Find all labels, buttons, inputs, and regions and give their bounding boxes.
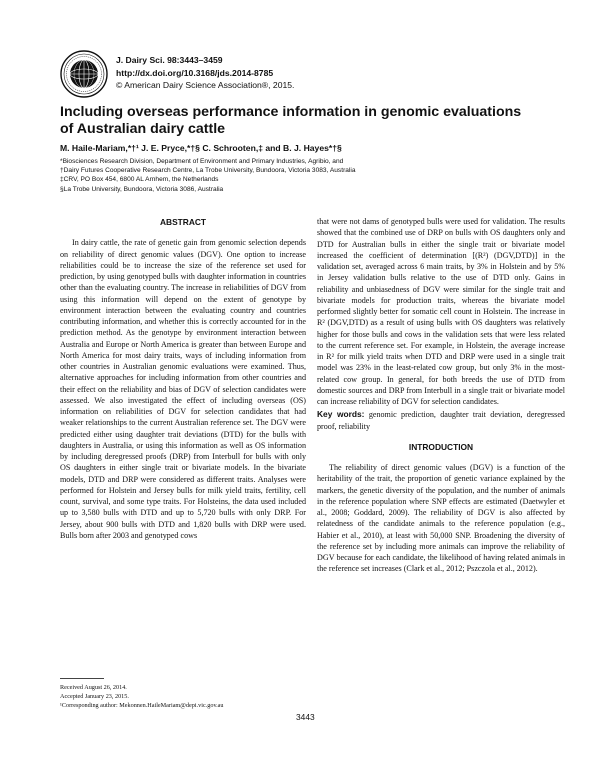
introduction-text: The reliability of direct genomic values (DGV) is a function of the heritability of the trait, the proportion of genetic variance explained by the markers, the genetic diversity of the population, and the number of animals in the reference population where SNP effects are estimated (Daetwyler et al., 2008; Goddard, 2009). The reliability of DGV is also affected by relatedness of the candidate animals to the reference population (e.g., Habier et al., 2010), at least with 50,000 SNP. Broadening the diversity of the reference set by including more animals can improve the reliability of DGV because for each candidate, the likelihood of having related animals in the reference set increases (Clark et al., 2012; Pszczola et al., 2012). <box>317 463 565 574</box>
author-list: M. Haile-Mariam,*†¹ J. E. Pryce,*†§ C. Schrooten,‡ and B. J. Hayes*†§ <box>60 143 342 153</box>
abstract-column <box>60 217 306 541</box>
page-number: 3443 <box>296 712 315 722</box>
affiliation: †Dairy Futures Cooperative Research Centre, La Trobe University, Bundoora, Victoria 3083, Australia <box>60 167 356 175</box>
affiliations <box>60 157 356 194</box>
received-date: Received August 26, 2014. <box>60 684 127 691</box>
corresponding-author: ¹Corresponding author: Mekonnen.HaileMariam@depi.vic.gov.au <box>60 702 224 710</box>
journal-citation: J. Dairy Sci. 98:3443–3459 <box>116 55 223 65</box>
keywords-text: genomic prediction, daughter trait deviation, deregressed proof, reliability <box>317 410 565 431</box>
keywords <box>317 409 565 432</box>
abstract-text: In dairy cattle, the rate of genetic gain from genomic selection depends on reliability of direct genomic values (DGV). One option to increase reliabilities could be to increase the size of the reference set used for prediction, by using genotyped bulls with daughter information in countries other than the evaluating country. The increase in reliabilities of DGV from using this information will depend on the extent of genotype by environment interaction between the evaluating country and countries contributing information, and whether this is correctly accounted for in the prediction method. As the genotype by environment interaction between Australia and Europe or North America is greater than between Europe and North America for most dairy traits, ways of including information from other countries in Australian genomic evaluations were examined. Thus, alternative approaches for including information from other countries and their effect on the reliability and bias of DGV of selection candidates were assessed. We also investigated the effect of including overseas (OS) information on reliabilities of DGV for selection candidates that had weaker relationships to the current Australian reference set. The DGV were predicted either using daughter trait deviations (DTD) for the bulls with daughters in Australia, or using this information as well as OS information by including deregressed proofs (DRP) from Interbull for bulls with only OS daughters in either single trait or bivariate models. In the bivariate models, DTD and DRP were considered as different traits. Analyses were performed for Holstein and Jersey bulls for milk yield traits, fertility, cell count, survival, and some type traits. For Holsteins, the data used included up to 3,580 bulls with DTD and up to 5,720 bulls with only DRP. For Jersey, about 900 bulls with DTD and 1,820 bulls with DRP were used. Bulls born after 2003 and genotyped cows <box>60 238 306 540</box>
affiliation: ‡CRV, PO Box 454, 6800 AL Arnhem, the Netherlands <box>60 176 219 184</box>
affiliation: *Biosciences Research Division, Department of Environment and Primary Industries, Agribio, and <box>60 158 344 165</box>
association-seal-icon <box>60 50 108 98</box>
right-column <box>317 216 565 575</box>
article-title: Including overseas performance information in genomic evaluations of Australian dairy cattle <box>60 104 522 137</box>
journal-header <box>60 48 560 100</box>
introduction-heading: INTRODUCTION <box>408 441 474 452</box>
doi-link[interactable]: http://dx.doi.org/10.3168/jds.2014-8785 <box>116 67 274 78</box>
abstract-heading: ABSTRACT <box>159 217 207 227</box>
abstract-continuation: that were not dams of genotyped bulls were used for validation. The results showed that the combined use of DRP on bulls with OS daughters only and DTD for Australian bulls in either the single trait or bivariate model increased the coefficient of determination [(R²) (DGV,DTD)] in the validation set, averaged across 6 main traits, by 3% in Holstein and by 5% in Jersey validation bulls relative to the use of DTD only. Gains in reliability and unbiasedness of DGV were similar for the single trait and bivariate models for production traits, whereas the bivariate model performed slightly better for somatic cell count in Holstein. The increase in R² (DGV,DTD) as a result of using bulls with OS daughters was relatively higher for those bulls and cows in the validation sets that were less related to the current reference set. For example, in Holstein, the average increase in R² for milk yield traits when DTD and DRP were used in a single trait model was 23% in the least-related cow group, but only 3% in the most-related cow group. In general, for both breeds the use of DTD from domestic sources and DRP from Interbull in a single trait or bivariate model can increase reliability of DGV for selection candidates. <box>317 217 565 406</box>
keywords-label: Key words: <box>317 409 365 420</box>
accepted-date: Accepted January 23, 2015. <box>60 693 129 701</box>
copyright-notice: © American Dairy Science Association®, 2015. <box>116 80 295 91</box>
footnote-divider <box>60 678 104 679</box>
affiliation: §La Trobe University, Bundoora, Victoria 3086, Australia <box>60 185 224 193</box>
journal-info <box>116 54 294 92</box>
footnotes <box>60 683 224 711</box>
